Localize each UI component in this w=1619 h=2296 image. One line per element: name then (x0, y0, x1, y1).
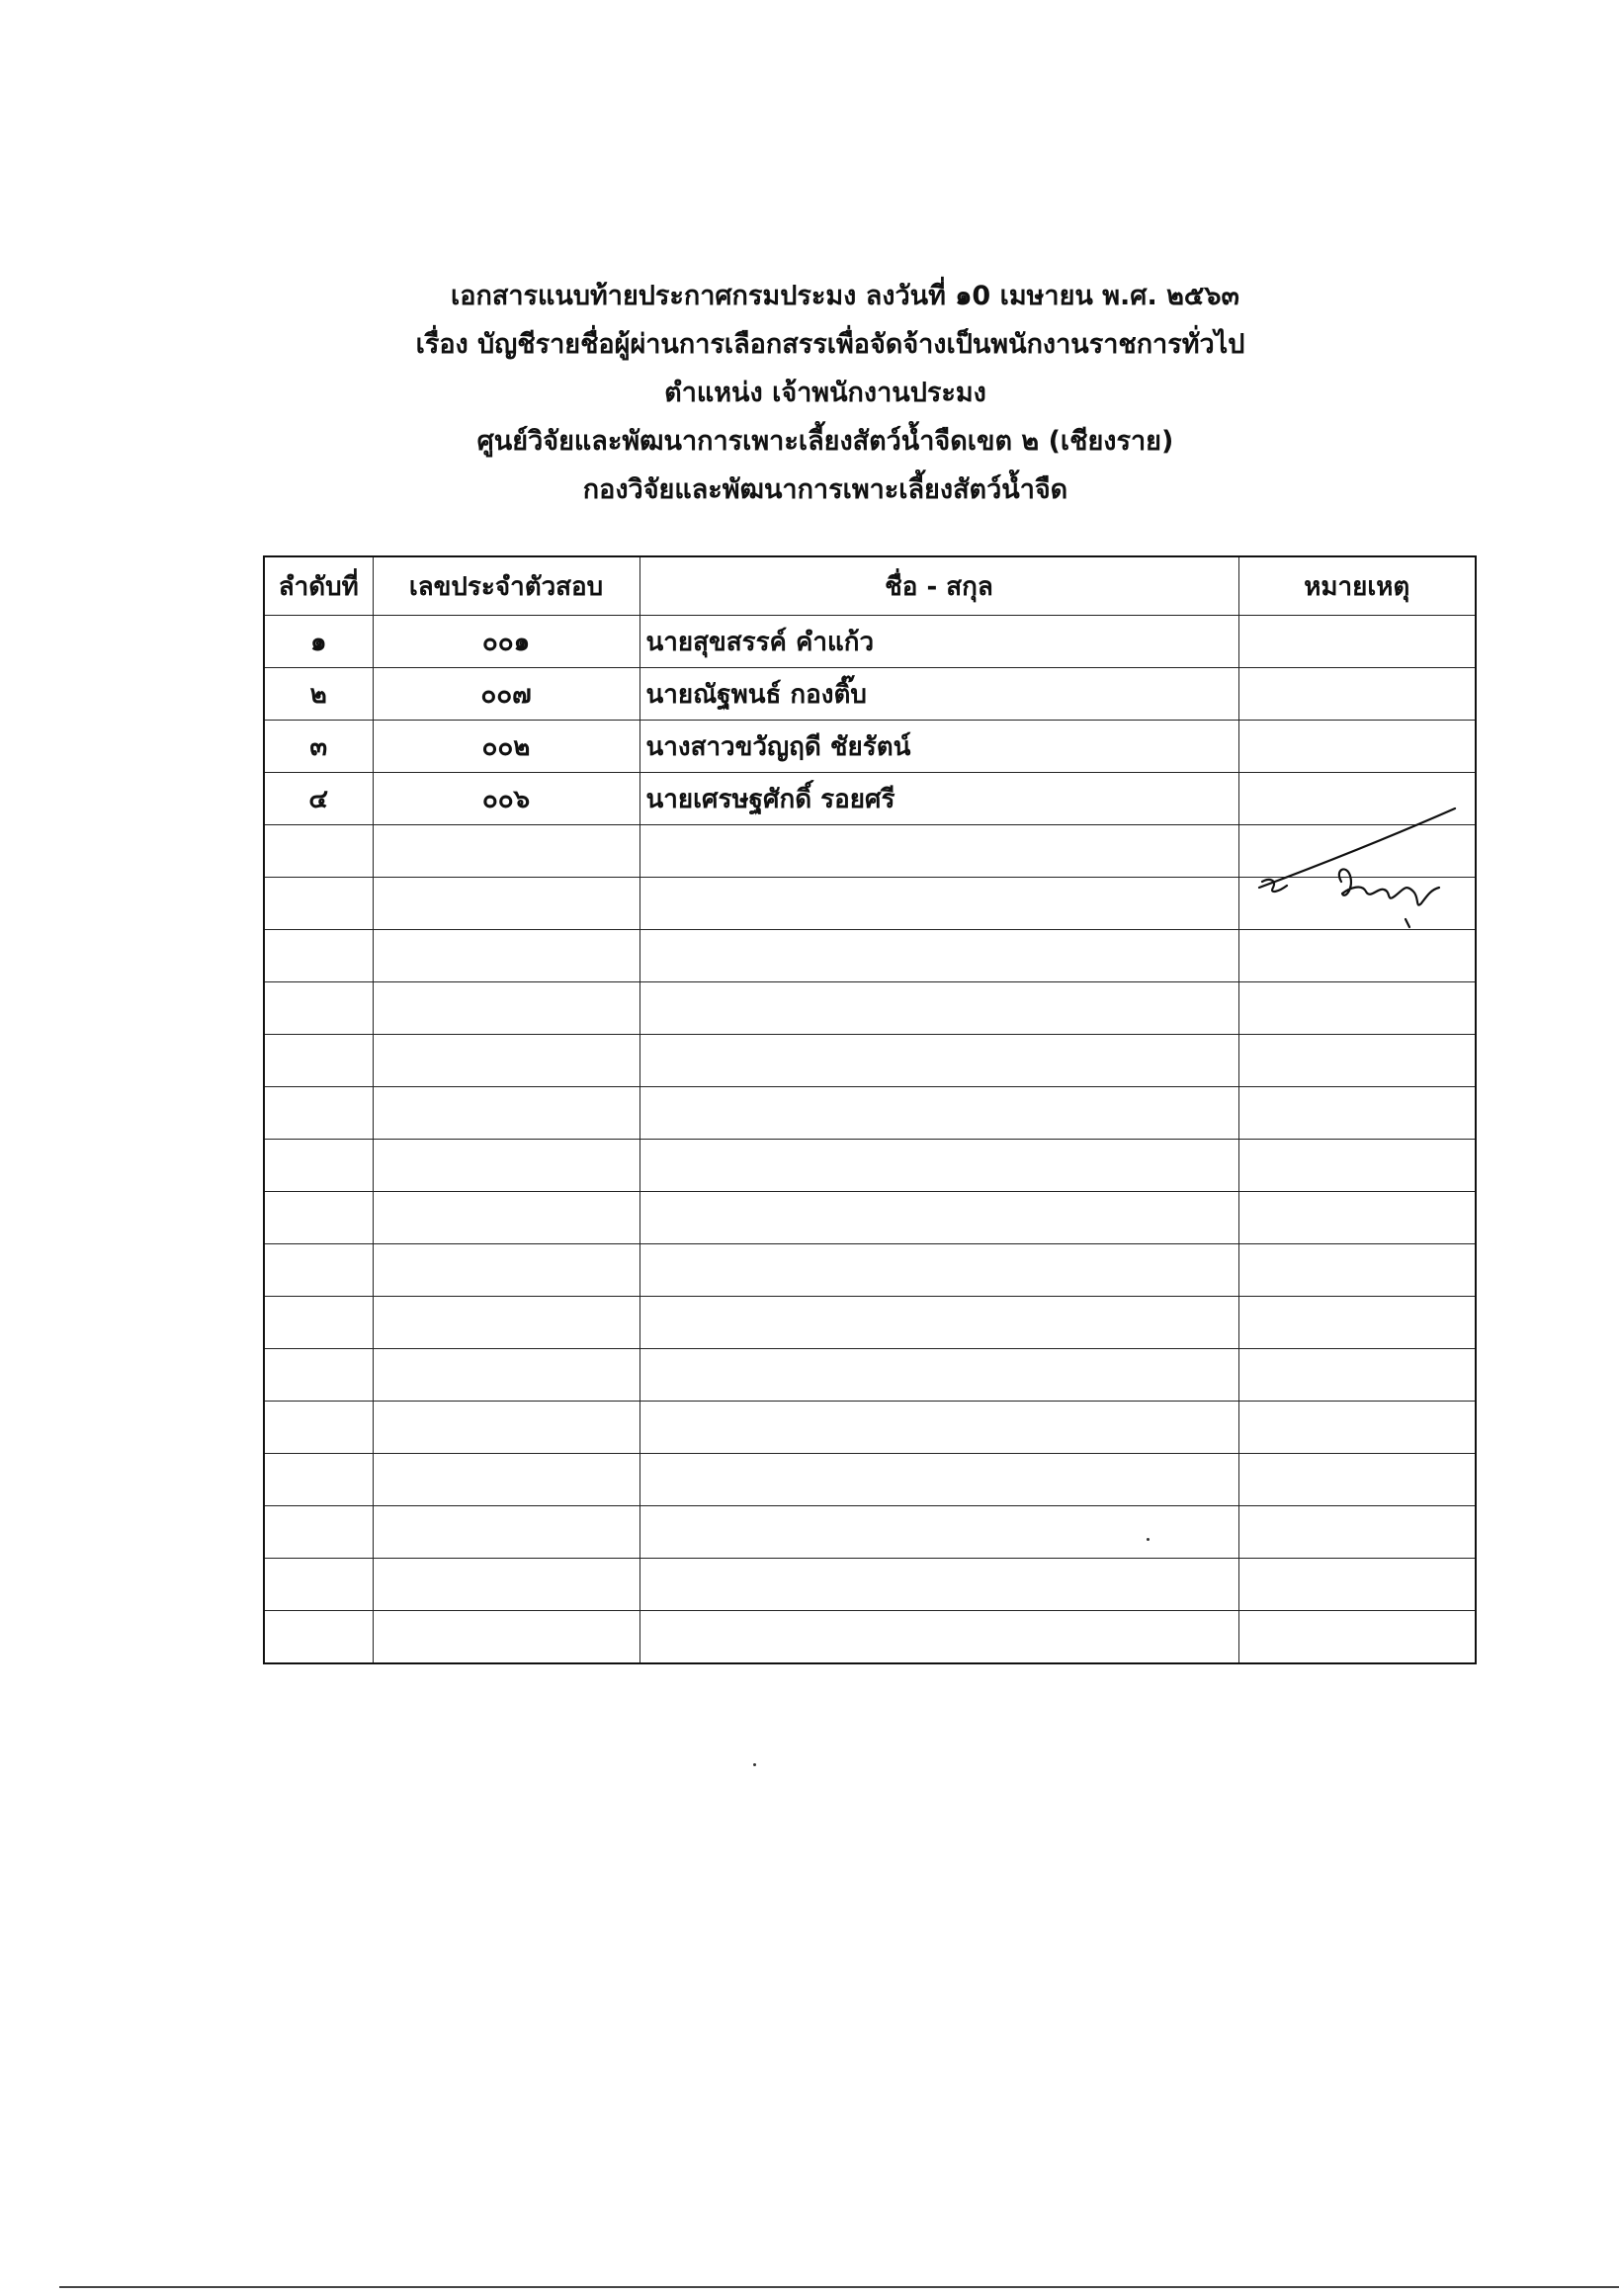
row-note (1238, 668, 1476, 721)
empty-table-row (264, 1349, 1476, 1402)
row-note-empty (1238, 1454, 1476, 1506)
row-exam-id: ๐๐๒ (373, 721, 639, 773)
header-name: ชื่อ - สกุล (639, 556, 1238, 616)
row-note (1238, 616, 1476, 668)
scan-speck (753, 1763, 756, 1766)
row-name-empty (639, 1559, 1238, 1611)
heading-center-line: ศูนย์วิจัยและพัฒนาการเพาะเลี้ยงสัตว์น้ำจืดเขต ๒ (เชียงราย) (476, 426, 1174, 457)
row-no-empty (264, 1297, 373, 1349)
empty-table-row (264, 1559, 1476, 1611)
candidate-table (263, 555, 1477, 1664)
header-no: ลำดับที่ (264, 556, 373, 616)
table-row (264, 616, 1476, 668)
row-name-empty (639, 930, 1238, 982)
row-name-empty (639, 1402, 1238, 1454)
header-note: หมายเหตุ (1238, 556, 1476, 616)
empty-table-row (264, 1297, 1476, 1349)
row-exam-id-empty (373, 1192, 639, 1244)
row-exam-id-empty (373, 1559, 639, 1611)
row-exam-id-empty (373, 1349, 639, 1402)
row-exam-id-empty (373, 1035, 639, 1087)
row-exam-id-empty (373, 1611, 639, 1664)
row-exam-id-empty (373, 1087, 639, 1140)
row-name: นางสาวขวัญฤดี ชัยรัตน์ (639, 721, 1238, 773)
empty-table-row (264, 1140, 1476, 1192)
row-note-empty (1238, 1611, 1476, 1664)
row-name-empty (639, 1035, 1238, 1087)
signature-scribble (1247, 801, 1465, 949)
row-note-empty (1238, 1244, 1476, 1297)
row-name-empty (639, 1192, 1238, 1244)
empty-table-row (264, 1035, 1476, 1087)
row-no: ๓ (264, 721, 373, 773)
row-note-empty (1238, 982, 1476, 1035)
row-name-empty (639, 1454, 1238, 1506)
empty-table-row (264, 1402, 1476, 1454)
row-exam-id-empty (373, 1506, 639, 1559)
row-name: นายสุขสรรค์ คำแก้ว (639, 616, 1238, 668)
row-name-empty (639, 1140, 1238, 1192)
row-no-empty (264, 1402, 373, 1454)
row-no-empty (264, 1035, 373, 1087)
row-no-empty (264, 1087, 373, 1140)
row-exam-id-empty (373, 1140, 639, 1192)
heading-division-line: กองวิจัยและพัฒนาการเพาะเลี้ยงสัตว์น้ำจืด (582, 474, 1068, 505)
row-no-empty (264, 1454, 373, 1506)
row-no-empty (264, 930, 373, 982)
row-exam-id-empty (373, 982, 639, 1035)
row-name-empty (639, 825, 1238, 878)
heading-attachment-line: เอกสารแนบท้ายประกาศกรมประมง ลงวันที่ ๑0 เมษายน พ.ศ. ๒๕๖๓ (451, 281, 1239, 311)
empty-table-row (264, 982, 1476, 1035)
row-name-empty (639, 878, 1238, 930)
row-note-empty (1238, 1140, 1476, 1192)
empty-table-row (264, 1454, 1476, 1506)
row-exam-id-empty (373, 825, 639, 878)
row-note (1238, 721, 1476, 773)
row-exam-id-empty (373, 1454, 639, 1506)
row-no-empty (264, 1506, 373, 1559)
row-exam-id: ๐๐๗ (373, 668, 639, 721)
row-exam-id: ๐๐๑ (373, 616, 639, 668)
heading-position-line: ตำแหน่ง เจ้าพนักงานประมง (664, 378, 986, 408)
row-no-empty (264, 1559, 373, 1611)
table-row (264, 721, 1476, 773)
row-note-empty (1238, 1087, 1476, 1140)
row-note-empty (1238, 1035, 1476, 1087)
heading-subject-line: เรื่อง บัญชีรายชื่อผู้ผ่านการเลือกสรรเพื่อจัดจ้างเป็นพนักงานราชการทั่วไป (415, 329, 1245, 360)
row-exam-id-empty (373, 1244, 639, 1297)
empty-table-row (264, 1611, 1476, 1664)
row-exam-id-empty (373, 878, 639, 930)
row-name-empty (639, 1297, 1238, 1349)
row-no: ๑ (264, 616, 373, 668)
table-body (264, 616, 1476, 1664)
row-note-empty (1238, 1402, 1476, 1454)
table-header-row (264, 556, 1476, 616)
scan-speck (1147, 1538, 1150, 1541)
row-no: ๒ (264, 668, 373, 721)
row-name: นายเศรษฐศักดิ์ รอยศรี (639, 773, 1238, 825)
row-exam-id: ๐๐๖ (373, 773, 639, 825)
row-no-empty (264, 1349, 373, 1402)
row-name-empty (639, 982, 1238, 1035)
empty-table-row (264, 1087, 1476, 1140)
row-note-empty (1238, 1349, 1476, 1402)
row-no-empty (264, 1140, 373, 1192)
scan-edge-line (59, 2286, 1619, 2288)
row-no-empty (264, 825, 373, 878)
row-name-empty (639, 1349, 1238, 1402)
row-no-empty (264, 878, 373, 930)
row-no: ๔ (264, 773, 373, 825)
row-exam-id-empty (373, 1402, 639, 1454)
empty-table-row (264, 1192, 1476, 1244)
row-exam-id-empty (373, 930, 639, 982)
row-no-empty (264, 1611, 373, 1664)
row-name-empty (639, 1087, 1238, 1140)
row-note-empty (1238, 1297, 1476, 1349)
row-note-empty (1238, 1506, 1476, 1559)
row-exam-id-empty (373, 1297, 639, 1349)
candidate-table-wrapper (263, 555, 1475, 1664)
row-note-empty (1238, 1192, 1476, 1244)
document-heading (257, 283, 1394, 504)
row-no-empty (264, 982, 373, 1035)
row-name-empty (639, 1506, 1238, 1559)
row-name: นายณัฐพนธ์ กองติ๊บ (639, 668, 1238, 721)
row-no-empty (264, 1192, 373, 1244)
row-note-empty (1238, 1559, 1476, 1611)
row-name-empty (639, 1244, 1238, 1297)
header-exam-id: เลขประจำตัวสอบ (373, 556, 639, 616)
empty-table-row (264, 1244, 1476, 1297)
row-no-empty (264, 1244, 373, 1297)
table-row (264, 668, 1476, 721)
row-name-empty (639, 1611, 1238, 1664)
empty-table-row (264, 1506, 1476, 1559)
